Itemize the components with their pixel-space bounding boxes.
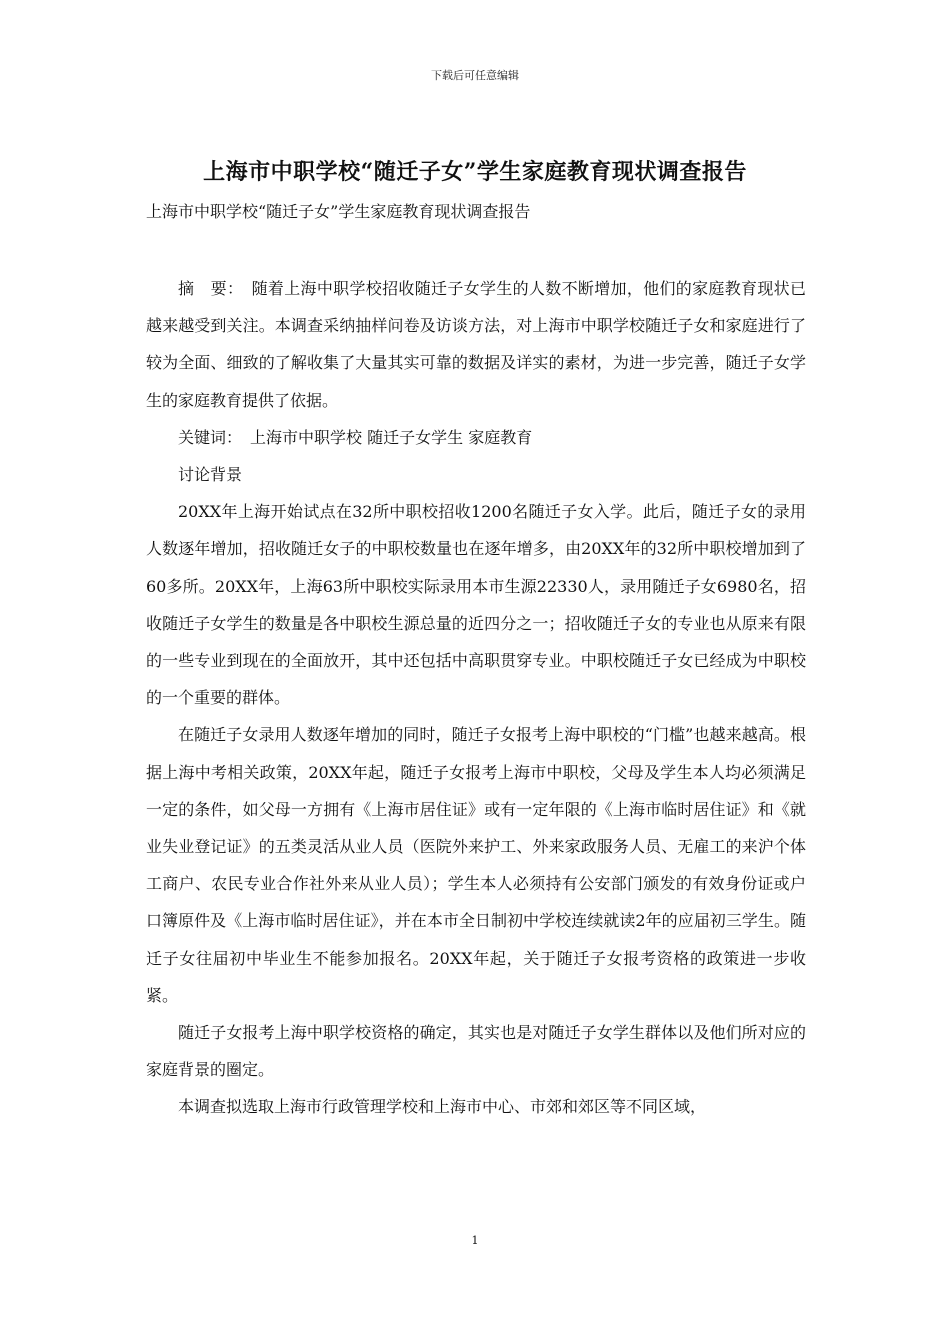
keywords-label: 关键词： <box>178 427 243 447</box>
abstract-label: 摘 要： <box>178 279 244 298</box>
body-paragraph: 在随迁子女录用人数逐年增加的同时，随迁子女报考上海中职校的“门槛”也越来越高。根据上海中考相关政策，20XX年起，随迁子女报考上海市中职校，父母及学生本人均必须满足一定的条件，如父母一方拥有《上海市居住证》或有一定年限的《上海市临时居住证》和《就业失业登记证》的五类灵活从业人员（医院外来护工、外来家政服务人员、无雇工的来沪个体工商户、农民专业合作社外来从业人员）；学生本人必须持有公安部门颁发的有效身份证或户口簿原件及《上海市临时居住证》，并在本市全日制初中学校连续就读2年的应届初三学生。随迁子女往届初中毕业生不能参加报名。20XX年起，关于随迁子女报考资格的政策进一步收紧。 <box>146 725 806 1005</box>
section-heading: 讨论背景 <box>178 465 243 485</box>
keywords-text: 上海市中职学校 随迁子女学生 家庭教育 <box>250 427 533 447</box>
document-title: 上海市中职学校“随迁子女”学生家庭教育现状调查报告 <box>203 159 747 185</box>
document-body <box>146 270 806 1126</box>
abstract-paragraph <box>146 270 806 419</box>
body-paragraph: 本调查拟选取上海市行政管理学校和上海市中心、市郊和郊区等不同区域， <box>178 1097 707 1117</box>
page-number: 1 <box>471 1234 479 1247</box>
page-header-note: 下载后可任意编辑 <box>431 69 519 82</box>
body-paragraph: 20XX年上海开始试点在32所中职校招收1200名随迁子女入学。此后，随迁子女的录用人数逐年增加，招收随迁女子的中职校数量也在逐年增多，由20XX年的32所中职校增加到了60多所。20XX年，上海63所中职校实际录用本市生源22330人，录用随迁子女6980名，招收随迁子女学生的数量是各中职校生源总量的近四分之一；招收随迁子女的专业也从原来有限的一些专业到现在的全面放开，其中还包括中高职贯穿专业。中职校随迁子女已经成为中职校的一个重要的群体。 <box>146 502 806 708</box>
keywords-paragraph <box>146 419 806 456</box>
body-paragraph: 随迁子女报考上海中职学校资格的确定，其实也是对随迁子女学生群体以及他们所对应的家庭背景的圈定。 <box>146 1023 806 1080</box>
abstract-text: 随着上海中职学校招收随迁子女学生的人数不断增加，他们的家庭教育现状已越来越受到关注。本调查采纳抽样问卷及访谈方法，对上海市中职学校随迁子女和家庭进行了较为全面、细致的了解收集了大量其实可靠的数据及详实的素材，为进一步完善，随迁子女学生的家庭教育提供了依据。 <box>146 279 806 410</box>
document-subtitle: 上海市中职学校“随迁子女”学生家庭教育现状调查报告 <box>146 202 531 221</box>
